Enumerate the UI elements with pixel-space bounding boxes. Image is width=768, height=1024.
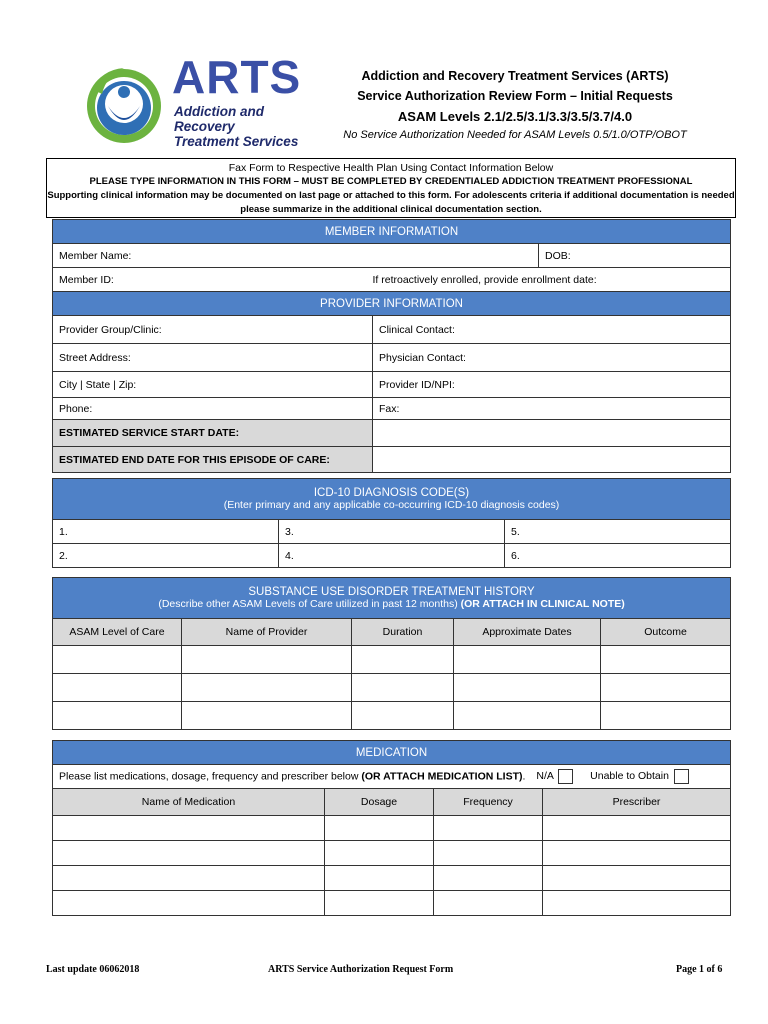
table-row <box>53 646 731 674</box>
med-cell[interactable] <box>543 866 731 891</box>
title-line4: No Service Authorization Needed for ASAM Levels 0.5/1.0/OTP/OBOT <box>343 129 687 141</box>
medication-instruction-bold: (OR ATTACH MEDICATION LIST) <box>361 770 523 783</box>
icd-title: ICD-10 DIAGNOSIS CODE(S) <box>313 487 470 499</box>
member-name-field[interactable]: Member Name: <box>53 244 539 268</box>
dob-field[interactable]: DOB: <box>539 244 731 268</box>
table-row <box>53 702 731 730</box>
start-date-input[interactable] <box>373 420 731 447</box>
table-row <box>53 674 731 702</box>
history-cell[interactable] <box>53 702 182 730</box>
med-cell[interactable] <box>434 816 543 841</box>
table-row <box>53 841 731 866</box>
history-cell[interactable] <box>601 646 731 674</box>
form-title <box>330 66 700 142</box>
med-cell[interactable] <box>53 841 325 866</box>
logo-tagline-line1: Addiction and Recovery <box>174 104 264 134</box>
member-provider-table <box>52 219 731 473</box>
fax-line2: PLEASE TYPE INFORMATION IN THIS FORM – MUST BE COMPLETED BY CREDENTIALED ADDICTION TREATMENT PROFESSIONAL <box>89 176 693 187</box>
icd-subtitle: (Enter primary and any applicable co-occurring ICD-10 diagnosis codes) <box>223 499 560 511</box>
icd-header <box>53 479 731 520</box>
footer-page-number: Page 1 of 6 <box>676 964 723 975</box>
icd-code-4[interactable]: 4. <box>279 544 505 568</box>
med-cell[interactable] <box>53 891 325 916</box>
med-cell[interactable] <box>434 866 543 891</box>
end-date-label: ESTIMATED END DATE FOR THIS EPISODE OF CARE: <box>53 447 373 473</box>
arts-logo-icon <box>80 60 172 144</box>
med-cell[interactable] <box>325 841 434 866</box>
med-cell[interactable] <box>543 816 731 841</box>
medication-instruction-end: . <box>522 770 526 783</box>
history-cell[interactable] <box>352 702 454 730</box>
history-cell[interactable] <box>53 674 182 702</box>
history-subtitle-text: (Describe other ASAM Levels of Care utilized in past 12 months) <box>158 598 458 610</box>
history-cell[interactable] <box>182 674 352 702</box>
icd-code-6[interactable]: 6. <box>505 544 731 568</box>
med-col-prescriber: Prescriber <box>543 789 731 816</box>
provider-npi-field[interactable]: Provider ID/NPI: <box>373 372 731 398</box>
history-col-asam: ASAM Level of Care <box>53 619 182 646</box>
table-row <box>53 816 731 841</box>
history-col-dates: Approximate Dates <box>454 619 601 646</box>
clinical-contact-field[interactable]: Clinical Contact: <box>373 316 731 344</box>
history-col-outcome: Outcome <box>601 619 731 646</box>
history-cell[interactable] <box>601 674 731 702</box>
history-subtitle <box>53 598 730 610</box>
logo-tagline-line2: Treatment Services <box>174 134 299 149</box>
fax-line1: Fax Form to Respective Health Plan Using Contact Information Below <box>228 162 554 174</box>
na-checkbox[interactable] <box>558 769 573 784</box>
unable-label: Unable to Obtain <box>590 770 669 783</box>
med-cell[interactable] <box>53 816 325 841</box>
start-date-label: ESTIMATED SERVICE START DATE: <box>53 420 373 447</box>
provider-info-header: PROVIDER INFORMATION <box>53 292 731 316</box>
footer-last-update: Last update 06062018 <box>46 964 140 975</box>
medication-instruction-row <box>53 765 731 789</box>
history-cell[interactable] <box>53 646 182 674</box>
med-cell[interactable] <box>434 841 543 866</box>
med-col-frequency: Frequency <box>434 789 543 816</box>
title-line1: Addiction and Recovery Treatment Services (ARTS) <box>361 69 669 83</box>
member-info-header: MEMBER INFORMATION <box>53 220 731 244</box>
icd-code-1[interactable]: 1. <box>53 520 279 544</box>
table-row <box>53 891 731 916</box>
history-header <box>53 578 731 619</box>
fax-line3: Supporting clinical information may be documented on last page or attached to this form. For adolescents criteria if additional documentation is needed please summarize in the additional clinical documentation section. <box>47 190 735 215</box>
provider-group-field[interactable]: Provider Group/Clinic: <box>53 316 373 344</box>
history-cell[interactable] <box>182 646 352 674</box>
medication-table <box>52 740 731 916</box>
history-cell[interactable] <box>454 646 601 674</box>
na-label: N/A <box>536 770 554 783</box>
med-col-dosage: Dosage <box>325 789 434 816</box>
history-cell[interactable] <box>352 674 454 702</box>
med-cell[interactable] <box>325 866 434 891</box>
street-address-field[interactable]: Street Address: <box>53 344 373 372</box>
title-line2: Service Authorization Review Form – Initial Requests <box>357 89 673 103</box>
fax-instructions <box>46 158 736 218</box>
history-cell[interactable] <box>454 702 601 730</box>
icd-code-5[interactable]: 5. <box>505 520 731 544</box>
med-cell[interactable] <box>325 891 434 916</box>
end-date-input[interactable] <box>373 447 731 473</box>
med-cell[interactable] <box>543 841 731 866</box>
history-cell[interactable] <box>454 674 601 702</box>
med-cell[interactable] <box>325 816 434 841</box>
history-cell[interactable] <box>182 702 352 730</box>
med-cell[interactable] <box>53 866 325 891</box>
title-line3: ASAM Levels 2.1/2.5/3.1/3.3/3.5/3.7/4.0 <box>397 109 633 124</box>
icd-table <box>52 478 731 568</box>
logo-wordmark: ARTS <box>172 51 302 103</box>
fax-field[interactable]: Fax: <box>373 398 731 420</box>
city-state-zip-field[interactable]: City | State | Zip: <box>53 372 373 398</box>
history-title: SUBSTANCE USE DISORDER TREATMENT HISTORY <box>248 586 535 598</box>
history-cell[interactable] <box>601 702 731 730</box>
phone-field[interactable]: Phone: <box>53 398 373 420</box>
history-cell[interactable] <box>352 646 454 674</box>
logo-tagline <box>174 104 320 149</box>
physician-contact-field[interactable]: Physician Contact: <box>373 344 731 372</box>
med-cell[interactable] <box>434 891 543 916</box>
icd-code-3[interactable]: 3. <box>279 520 505 544</box>
treatment-history-table <box>52 577 731 730</box>
table-row <box>53 866 731 891</box>
unable-to-obtain-checkbox[interactable] <box>674 769 689 784</box>
medication-instruction: Please list medications, dosage, frequency and prescriber below <box>59 770 359 783</box>
arts-logo <box>80 51 320 149</box>
footer-form-name: ARTS Service Authorization Request Form <box>268 964 454 975</box>
med-cell[interactable] <box>543 891 731 916</box>
icd-code-2[interactable]: 2. <box>53 544 279 568</box>
history-subtitle-bold: (OR ATTACH IN CLINICAL NOTE) <box>460 598 625 610</box>
med-col-name: Name of Medication <box>53 789 325 816</box>
member-id-field[interactable]: Member ID: <box>53 268 373 292</box>
enrollment-date-field[interactable]: If retroactively enrolled, provide enrollment date: <box>373 268 731 292</box>
history-col-duration: Duration <box>352 619 454 646</box>
history-col-provider: Name of Provider <box>182 619 352 646</box>
medication-header: MEDICATION <box>53 741 731 765</box>
